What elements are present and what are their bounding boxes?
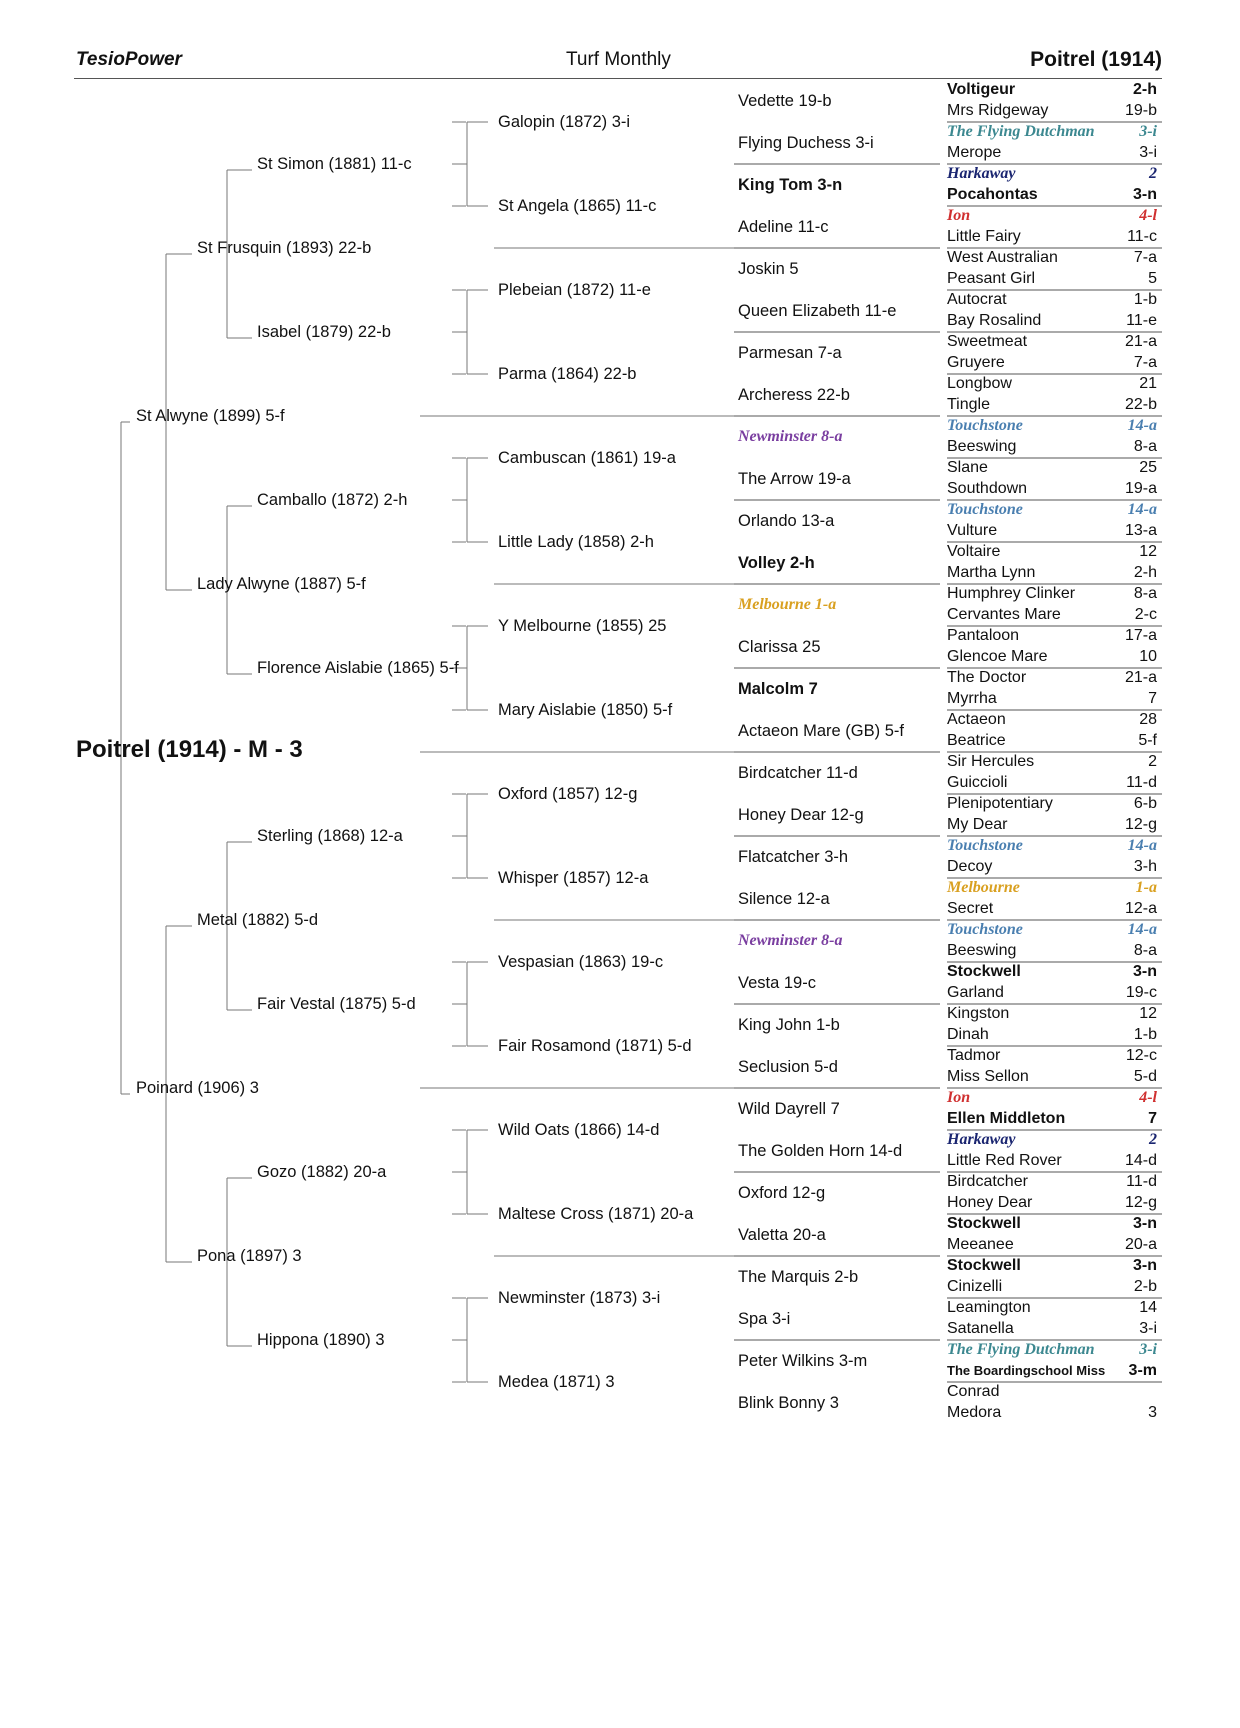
gen6-ancestor-code: 8-a [1133,585,1157,602]
gen6-ancestor-code: 3-i [1139,144,1157,161]
gen6-ancestor-code: 25 [1139,459,1157,476]
gen6-ancestor-code: 28 [1139,711,1157,728]
gen6-ancestor-code: 3-n [1133,186,1157,203]
gen6-ancestor-code: 3-h [1133,858,1157,875]
gen5-ancestor: Adeline 11-c [738,218,829,236]
gen6-ancestor-code: 3-n [1133,1215,1157,1232]
gen5-ancestor: King John 1-b [738,1016,840,1034]
subject-horse: Poitrel (1914) - M - 3 [76,736,303,763]
gen6-ancestor-name: Merope [947,144,1002,161]
gen6-ancestor-name: Bay Rosalind [947,312,1042,329]
gen5-ancestor: The Marquis 2-b [738,1268,859,1286]
gen6-ancestor-name: Autocrat [947,291,1007,308]
gen6-ancestor-code: 19-c [1125,984,1157,1001]
gen5-ancestor: Blink Bonny 3 [738,1394,839,1412]
gen6-ancestor-code: 14-a [1127,921,1157,938]
gen5-ancestor: Volley 2-h [738,554,815,572]
gen6-ancestor-name: Humphrey Clinker [947,585,1076,602]
gen5-ancestor: Melbourne 1-a [738,596,837,613]
gen4-ancestor: Mary Aislabie (1850) 5-f [498,701,673,719]
gen6-ancestor-code: 2-h [1133,564,1157,581]
gen6-ancestor-name: Little Red Rover [947,1152,1062,1169]
gen6-ancestor-name: Meeanee [947,1236,1014,1253]
gen5-ancestor: Archeress 22-b [738,386,850,404]
gen6-ancestor-name: Conrad [947,1383,1000,1400]
gen5-ancestor: Valetta 20-a [738,1226,826,1244]
gen3-ancestor: Isabel (1879) 22-b [257,323,391,341]
gen6-ancestor-code: 7-a [1133,354,1157,371]
gen6-ancestor-code: 2 [1149,165,1157,182]
gen6-ancestor-name: Ellen Middleton [947,1110,1066,1127]
gen6-ancestor-name: The Boardingschool Miss [947,1363,1106,1378]
gen5-ancestor: Joskin 5 [738,260,799,278]
gen6-ancestor-code: 21-a [1124,333,1157,350]
gen6-ancestor-code: 12-c [1125,1047,1157,1064]
gen6-ancestor-name: Sweetmeat [947,333,1028,350]
gen6-ancestor-name: The Doctor [947,669,1027,686]
gen4-ancestor: Vespasian (1863) 19-c [498,953,664,971]
gen4-ancestor: Fair Rosamond (1871) 5-d [498,1037,692,1055]
gen6-ancestor-name: Actaeon [947,711,1006,728]
gen5-ancestor: The Golden Horn 14-d [738,1142,903,1160]
gen6-ancestor-code: 4-l [1139,1089,1157,1106]
gen6-ancestor-name: Melbourne [947,879,1020,896]
gen6-ancestor-code: 11-c [1127,228,1157,245]
gen6-ancestor-name: Mrs Ridgeway [947,102,1049,119]
gen6-ancestor-code: 10 [1139,648,1157,665]
gen4-ancestor: Plebeian (1872) 11-e [498,281,651,299]
gen6-ancestor-code: 19-a [1124,480,1157,497]
gen6-ancestor-name: Miss Sellon [947,1068,1029,1085]
gen4-ancestor: Wild Oats (1866) 14-d [498,1121,660,1139]
gen6-ancestor-code: 1-b [1133,291,1157,308]
gen6-ancestor-name: Touchstone [947,837,1023,854]
gen6-ancestor-code: 5-f [1138,732,1157,749]
gen5-ancestor: Silence 12-a [738,890,830,908]
gen2-ancestor: Lady Alwyne (1887) 5-f [197,575,366,593]
gen6-ancestor-code: 17-a [1124,627,1157,644]
gen4-ancestor: Oxford (1857) 12-g [498,785,638,803]
gen5-ancestor: Vesta 19-c [738,974,816,992]
gen6-ancestor-code: 14-d [1124,1152,1157,1169]
gen6-ancestor-name: Plenipotentiary [947,795,1053,812]
gen6-ancestor-name: Beeswing [947,438,1017,455]
gen6-ancestor-name: Guiccioli [947,774,1008,791]
gen6-ancestor-code: 2-b [1133,1278,1157,1295]
gen6-ancestor-name: The Flying Dutchman [947,1341,1095,1358]
gen6-ancestor-name: Ion [947,1089,971,1106]
gen5-ancestor: Queen Elizabeth 11-e [738,302,897,320]
gen6-ancestor-name: Honey Dear [947,1194,1033,1211]
gen6-ancestor-name: Sir Hercules [947,753,1035,770]
gen5-ancestor: Newminster 8-a [738,932,843,949]
gen6-ancestor-name: Harkaway [947,1131,1016,1148]
gen1-ancestor: St Alwyne (1899) 5-f [136,407,285,425]
gen6-ancestor-code: 19-b [1124,102,1157,119]
gen6-ancestor-name: Pantaloon [947,627,1020,644]
gen6-ancestor-code: 12-a [1124,900,1157,917]
gen6-ancestor-name: Myrrha [947,690,997,707]
gen6-ancestor-code: 7 [1148,1110,1157,1127]
gen6-ancestor-name: Voltigeur [947,81,1016,98]
gen6-ancestor-code: 1-a [1135,879,1157,896]
gen3-ancestor: Florence Aislabie (1865) 5-f [257,659,459,677]
gen6-ancestor-name: Touchstone [947,501,1023,518]
gen6-ancestor-code: 2-h [1133,81,1157,98]
gen3-ancestor: Camballo (1872) 2-h [257,491,408,509]
gen6-ancestor-code: 5 [1148,270,1157,287]
publication-title: Turf Monthly [566,49,671,70]
gen6-ancestor-code: 3-i [1139,1320,1157,1337]
gen6-ancestor-name: The Flying Dutchman [947,123,1095,140]
gen6-ancestor-name: Peasant Girl [947,270,1036,287]
gen4-ancestor: Medea (1871) 3 [498,1373,615,1391]
gen3-ancestor: St Simon (1881) 11-c [257,155,412,173]
gen5-ancestor: Clarissa 25 [738,638,821,656]
gen5-ancestor: Honey Dear 12-g [738,806,864,824]
gen6-ancestor-code: 12-g [1124,816,1157,833]
gen5-ancestor: Seclusion 5-d [738,1058,838,1076]
gen6-ancestor-name: Garland [947,984,1004,1001]
gen4-ancestor: Y Melbourne (1855) 25 [498,617,667,635]
gen6-ancestor-name: Tadmor [947,1047,1001,1064]
gen6-ancestor-code: 3-i [1139,123,1157,140]
gen3-ancestor: Sterling (1868) 12-a [257,827,403,845]
gen6-ancestor-code: 21-a [1124,669,1157,686]
gen4-ancestor: Parma (1864) 22-b [498,365,637,383]
gen6-ancestor-name: Slane [947,459,988,476]
gen2-ancestor: Pona (1897) 3 [197,1247,302,1265]
gen6-ancestor-code: 14 [1139,1299,1157,1316]
gen6-ancestor-name: Beeswing [947,942,1017,959]
gen6-ancestor-code: 11-e [1126,312,1157,329]
gen2-ancestor: Metal (1882) 5-d [197,911,319,929]
gen1-ancestor: Poinard (1906) 3 [136,1079,259,1097]
gen6-ancestor-code: 2 [1149,1131,1157,1148]
gen4-ancestor: Galopin (1872) 3-i [498,113,631,131]
gen6-ancestor-name: My Dear [947,816,1008,833]
gen6-ancestor-name: Touchstone [947,417,1023,434]
brand-title: TesioPower [76,49,182,70]
gen6-ancestor-code: 14-a [1127,417,1157,434]
gen5-ancestor: Parmesan 7-a [738,344,842,362]
gen6-ancestor-name: Vulture [947,522,998,539]
horse-title: Poitrel (1914) [1030,48,1162,71]
gen6-ancestor-code: 1-b [1133,1026,1157,1043]
gen6-ancestor-code: 6-b [1133,795,1157,812]
gen6-ancestor-name: Gruyere [947,354,1005,371]
gen6-ancestor-code: 14-a [1127,837,1157,854]
gen5-ancestor: King Tom 3-n [738,176,843,194]
gen4-ancestor: Newminster (1873) 3-i [498,1289,661,1307]
gen6-ancestor-code: 7 [1148,690,1157,707]
gen6-ancestor-code: 3 [1148,1404,1157,1421]
gen6-ancestor-code: 2-c [1134,606,1157,623]
gen5-ancestor: Birdcatcher 11-d [738,764,858,782]
gen6-ancestor-code: 8-a [1133,942,1157,959]
gen6-ancestor-name: Kingston [947,1005,1010,1022]
gen6-ancestor-name: Stockwell [947,1257,1021,1274]
gen5-ancestor: Orlando 13-a [738,512,835,530]
gen6-ancestor-name: Satanella [947,1320,1014,1337]
gen5-ancestor: Newminster 8-a [738,428,843,445]
gen6-ancestor-name: Longbow [947,375,1012,392]
gen6-ancestor-name: Leamington [947,1299,1031,1316]
gen3-ancestor: Hippona (1890) 3 [257,1331,385,1349]
gen6-ancestor-code: 14-a [1127,501,1157,518]
gen6-ancestor-name: Stockwell [947,1215,1021,1232]
gen6-ancestor-name: Decoy [947,858,993,875]
gen4-ancestor: Maltese Cross (1871) 20-a [498,1205,694,1223]
gen5-ancestor: Spa 3-i [738,1310,791,1328]
gen5-ancestor: Oxford 12-g [738,1184,826,1202]
gen6-ancestor-code: 12 [1139,1005,1157,1022]
gen3-ancestor: Gozo (1882) 20-a [257,1163,387,1181]
gen5-ancestor: Flying Duchess 3-i [738,134,874,152]
gen6-ancestor-code: 12-g [1124,1194,1157,1211]
gen6-ancestor-code: 11-d [1126,774,1157,791]
gen6-ancestor-name: Tingle [947,396,990,413]
gen6-ancestor-code: 22-b [1124,396,1157,413]
gen6-ancestor-name: Touchstone [947,921,1023,938]
gen4-ancestor: Little Lady (1858) 2-h [498,533,654,551]
gen5-ancestor: Flatcatcher 3-h [738,848,849,866]
gen6-ancestor-code: 5-d [1133,1068,1157,1085]
gen6-ancestor-code: 7-a [1133,249,1157,266]
gen6-ancestor-name: Dinah [947,1026,989,1043]
gen6-ancestor-code: 3-m [1128,1362,1157,1379]
gen6-ancestor-code: 11-d [1126,1173,1157,1190]
gen2-ancestor: St Frusquin (1893) 22-b [197,239,372,257]
gen5-ancestor: Wild Dayrell 7 [738,1100,840,1118]
gen6-ancestor-name: West Australian [947,249,1058,266]
gen6-ancestor-code: 3-i [1139,1341,1157,1358]
gen6-ancestor-name: Secret [947,900,994,917]
gen6-ancestor-code: 4-l [1139,207,1157,224]
gen6-ancestor-code: 2 [1148,753,1157,770]
gen5-ancestor: Peter Wilkins 3-m [738,1352,868,1370]
gen6-ancestor-code: 8-a [1133,438,1157,455]
gen6-ancestor-name: Pocahontas [947,186,1038,203]
gen6-ancestor-code: 13-a [1124,522,1157,539]
gen6-ancestor-name: Cinizelli [947,1278,1003,1295]
gen6-ancestor-code: 3-n [1133,963,1157,980]
gen6-ancestor-name: Cervantes Mare [947,606,1061,623]
gen4-ancestor: Cambuscan (1861) 19-a [498,449,676,467]
gen4-ancestor: Whisper (1857) 12-a [498,869,649,887]
gen5-ancestor: The Arrow 19-a [738,470,851,488]
gen5-ancestor: Actaeon Mare (GB) 5-f [738,722,904,740]
gen6-ancestor-name: Little Fairy [947,228,1021,245]
gen6-ancestor-name: Voltaire [947,543,1001,560]
gen5-ancestor: Vedette 19-b [738,92,832,110]
gen6-ancestor-name: Birdcatcher [947,1173,1028,1190]
gen6-ancestor-name: Glencoe Mare [947,648,1048,665]
gen6-ancestor-name: Southdown [947,480,1028,497]
gen6-ancestor-name: Medora [947,1404,1002,1421]
gen6-ancestor-code: 3-n [1133,1257,1157,1274]
gen6-ancestor-name: Ion [947,207,971,224]
gen6-ancestor-name: Harkaway [947,165,1016,182]
gen6-ancestor-code: 12 [1139,543,1157,560]
gen3-ancestor: Fair Vestal (1875) 5-d [257,995,416,1013]
gen6-ancestor-code: 21 [1139,375,1157,392]
gen6-ancestor-name: Martha Lynn [947,564,1036,581]
gen6-ancestor-name: Beatrice [947,732,1006,749]
gen5-ancestor: Malcolm 7 [738,680,818,698]
gen4-ancestor: St Angela (1865) 11-c [498,197,657,215]
gen6-ancestor-name: Stockwell [947,963,1021,980]
gen6-ancestor-code: 20-a [1124,1236,1157,1253]
